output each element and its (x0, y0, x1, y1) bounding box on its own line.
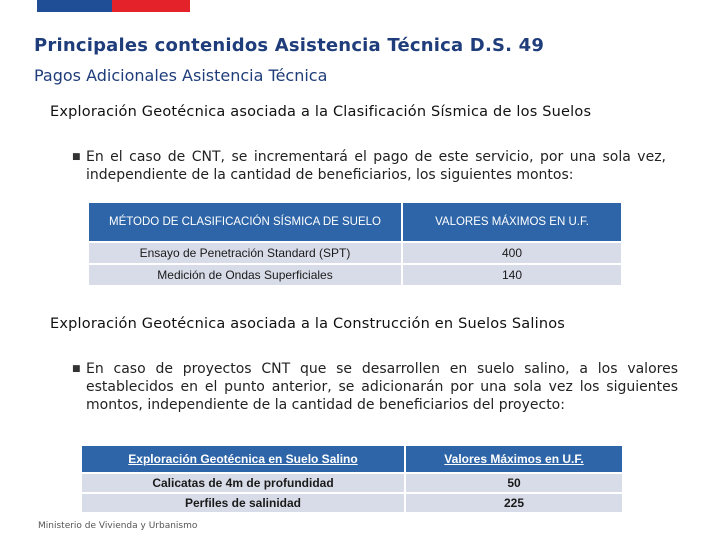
table-cell: Ensayo de Penetración Standard (SPT) (89, 243, 401, 263)
table-header-row (89, 203, 621, 241)
table-row (82, 474, 622, 492)
section-heading-saline: Exploración Geotécnica asociada a la Construcción en Suelos Salinos (50, 316, 566, 332)
column-header-exploration: Exploración Geotécnica en Suelo Salino (82, 446, 404, 472)
column-header-values: VALORES MÁXIMOS EN U.F. (403, 203, 621, 241)
chile-flag-bar (37, 0, 190, 12)
column-header-method: MÉTODO DE CLASIFICACIÓN SÍSMICA DE SUELO (89, 203, 401, 241)
bullet-seismic (72, 148, 666, 184)
page-subtitle: Pagos Adicionales Asistencia Técnica (34, 66, 328, 85)
flag-red-stripe (112, 0, 190, 12)
table-cell: 400 (403, 243, 621, 263)
bullet-text: En caso de proyectos CNT que se desarrollen en suelo salino, a los valores establecidos en el punto anterior, se adicionarán por una sola vez los siguientes montos, independiente de la cantidad de beneficiarios del proyecto: (86, 361, 678, 413)
bullet-saline (72, 360, 678, 414)
flag-blue-stripe (37, 0, 112, 12)
table-row (89, 265, 621, 285)
table-cell: Medición de Ondas Superficiales (89, 265, 401, 285)
page-title: Principales contenidos Asistencia Técnica D.S. 49 (34, 35, 545, 56)
table-cell: 225 (406, 494, 622, 512)
seismic-table (87, 201, 623, 287)
table-cell: 140 (403, 265, 621, 285)
table-cell: Perfiles de salinidad (82, 494, 404, 512)
bullet-square-icon: ■ (72, 152, 81, 162)
table-header-row (82, 446, 622, 472)
footer-ministry: Ministerio de Vivienda y Urbanismo (38, 521, 198, 531)
table-row (89, 243, 621, 263)
table-cell: 50 (406, 474, 622, 492)
section-heading-seismic: Exploración Geotécnica asociada a la Clasificación Sísmica de los Suelos (50, 104, 592, 120)
bullet-text: En el caso de CNT, se incrementará el pago de este servicio, por una sola vez, independiente de la cantidad de beneficiarios, los siguientes montos: (86, 149, 666, 183)
table-cell: Calicatas de 4m de profundidad (82, 474, 404, 492)
table-row (82, 494, 622, 512)
saline-table (80, 444, 624, 514)
bullet-square-icon: ■ (72, 364, 81, 374)
column-header-values: Valores Máximos en U.F. (406, 446, 622, 472)
